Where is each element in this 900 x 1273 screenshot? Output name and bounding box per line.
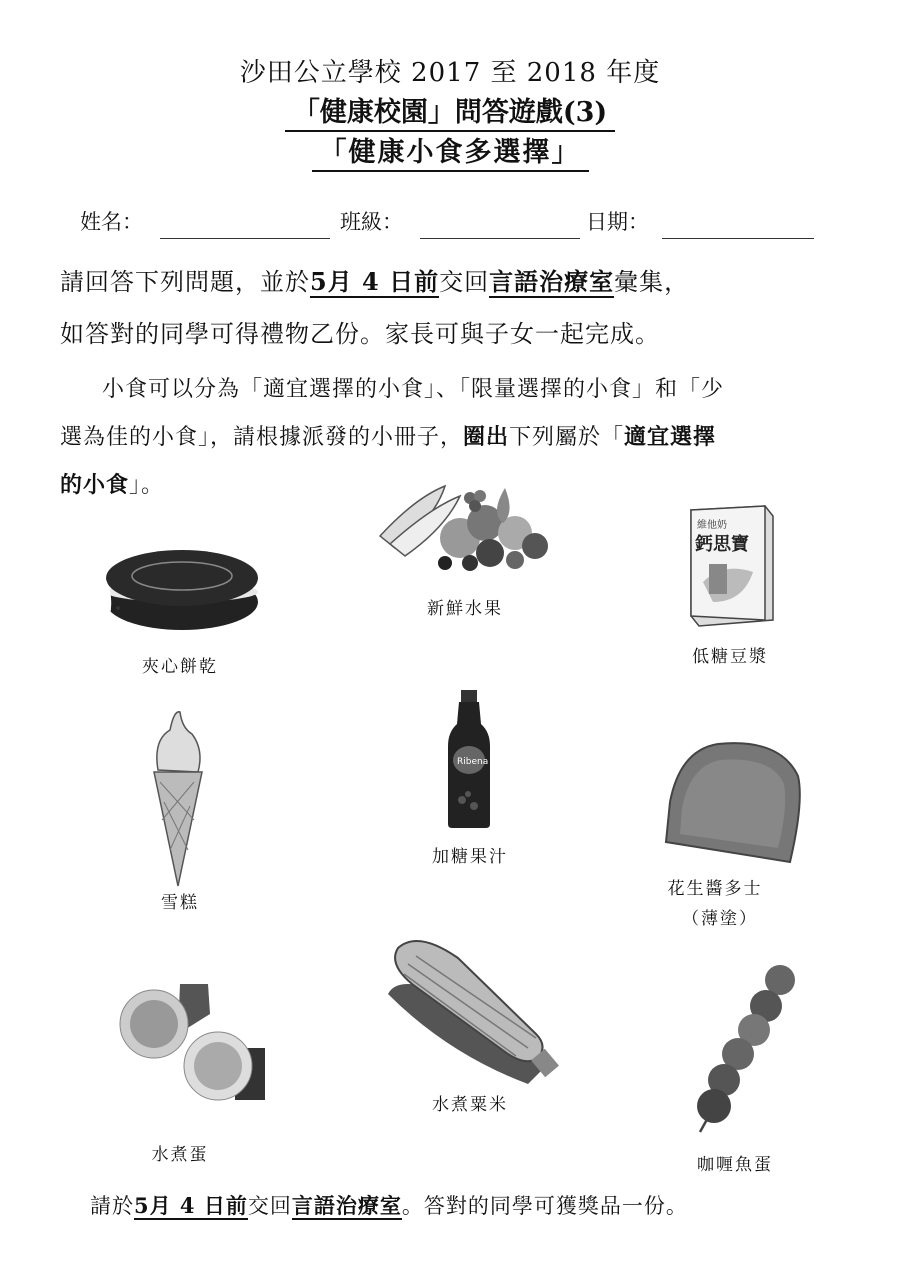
caption-cookie: 夾心餅乾 [142, 657, 218, 677]
instruction-line-2: 如答對的同學可得禮物乙份。家長可與子女一起完成。 [60, 320, 660, 348]
icecream-cone-image [148, 710, 208, 888]
header-title: 沙田公立學校 2017 至 2018 年度 [239, 58, 661, 88]
header-game-title [0, 90, 900, 129]
name-label: 姓名： [80, 210, 143, 234]
fishball-skewer-image [694, 964, 804, 1134]
question-bold-text: 的小食 [60, 472, 130, 498]
name-field[interactable] [160, 238, 330, 239]
food-item-egg[interactable] [120, 984, 266, 1104]
footer-instruction [90, 1190, 688, 1220]
room-text: 言語治療室 [489, 267, 615, 296]
deadline-text: 5月 4 日前 [310, 267, 440, 296]
footer-text: 。答對的同學可獲獎品一份。 [401, 1194, 688, 1218]
instruction-text: 交回 [439, 268, 490, 296]
food-item-fruit[interactable] [375, 478, 560, 578]
food-item-soymilk[interactable] [683, 502, 775, 632]
question-text: 選為佳的小食」，請根據派發的小冊子， [60, 425, 464, 450]
theme-title-text: 「健康小食多選擇」 [312, 137, 589, 172]
food-item-cookie[interactable] [100, 540, 260, 640]
question-bold-text: 圈出 [463, 424, 510, 450]
soymilk-brand-text: 維他奶 [697, 520, 727, 531]
date-label: 日期： [586, 210, 649, 234]
food-item-fishball[interactable] [694, 964, 804, 1134]
instruction-line-1 [60, 262, 850, 297]
class-label: 班級： [340, 210, 403, 234]
caption-toast: 花生醬多士 [667, 879, 763, 899]
game-title-text: 「健康校園」問答遊戲(3) [285, 97, 615, 132]
soymilk-carton-image [683, 502, 775, 632]
caption-fruit: 新鮮水果 [427, 599, 503, 619]
question-bold-text: 適宜選擇 [624, 424, 717, 450]
juice-brand-text: Ribena [457, 757, 489, 767]
footer-deadline-text: 5月 4 日前 [134, 1193, 248, 1218]
food-item-juice[interactable] [444, 690, 494, 830]
food-item-corn[interactable] [388, 934, 558, 1084]
footer-room-text: 言語治療室 [291, 1193, 402, 1218]
juice-bottle-image [444, 690, 494, 830]
caption-icecream: 雪糕 [161, 893, 199, 913]
toast-image [660, 738, 806, 868]
boiled-egg-image [120, 984, 266, 1104]
food-item-icecream[interactable] [148, 710, 208, 888]
caption-fishball: 咖喱魚蛋 [697, 1155, 773, 1175]
caption-egg: 水煮蛋 [151, 1145, 209, 1165]
caption-toast-note: （薄塗） [682, 909, 758, 929]
fruit-image [375, 478, 560, 578]
food-item-toast[interactable] [660, 738, 806, 868]
instruction-text: 彙集， [614, 268, 690, 296]
date-field[interactable] [662, 238, 814, 239]
class-field[interactable] [420, 238, 580, 239]
caption-corn: 水煮粟米 [432, 1095, 508, 1115]
caption-soymilk: 低糖豆漿 [692, 647, 768, 667]
footer-text: 請於 [90, 1194, 134, 1218]
footer-text: 交回 [247, 1194, 292, 1218]
question-text: 下列屬於「 [509, 425, 625, 450]
question-line-1: 小食可以分為「適宜選擇的小食」、「限量選擇的小食」和「少 [102, 377, 725, 402]
instruction-text: 請回答下列問題，並於 [60, 268, 310, 296]
cookie-image [100, 540, 260, 640]
header-theme-title [0, 130, 900, 169]
question-line-2 [60, 420, 850, 451]
corn-image [388, 934, 558, 1084]
caption-juice: 加糖果汁 [432, 847, 508, 867]
question-text: 」。 [129, 473, 165, 498]
soymilk-name-text: 鈣思寶 [695, 534, 749, 555]
